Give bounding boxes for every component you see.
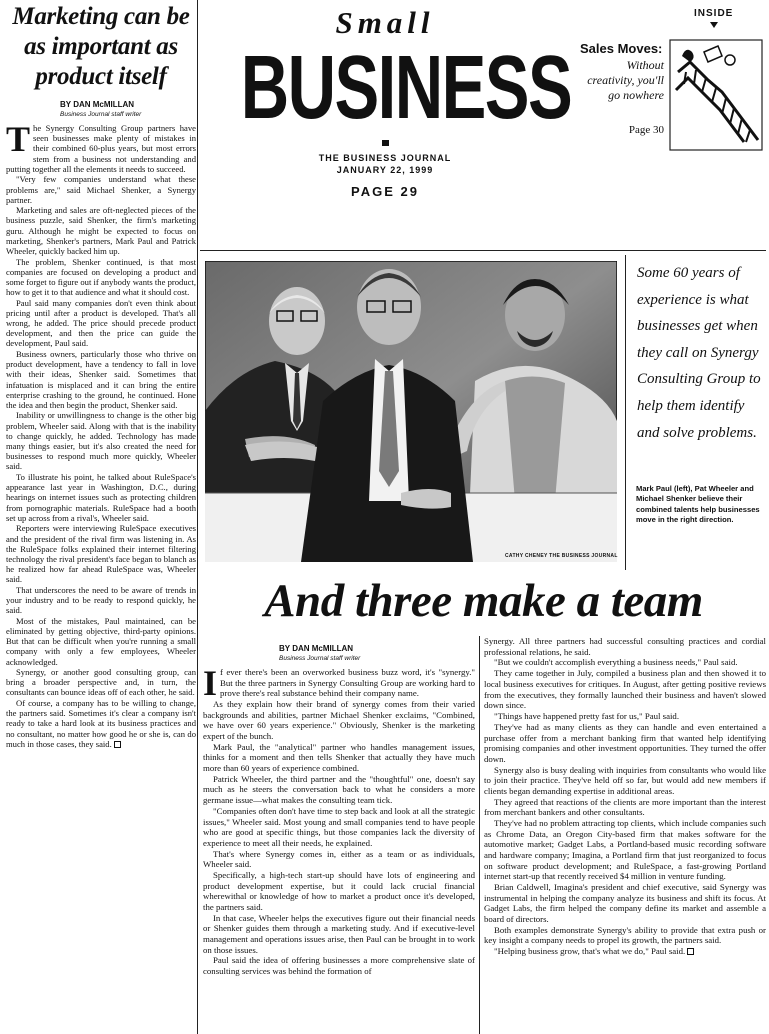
main-story-paragraph: Mark Paul, the "analytical" partner who handles management issues, thinks for a moment and then tells Shenker that actually they have much more than 60 years of experience combined. bbox=[203, 741, 475, 773]
main-story-paragraph: "Helping business grow, that's what we do," Paul said. bbox=[484, 946, 766, 957]
left-story-paragraph: The Synergy Consulting Group partners have seen businesses make plenty of mistakes in their combined 60-plus years, but most errors stem from a business not understanding and putting together all the elements it needs to succeed. bbox=[6, 119, 196, 174]
main-story-paragraph: In that case, Wheeler helps the executives figure out their financial needs or Shenker guides them through a marketing study. And if executive-level management and operations issues arise, then Paul can be brought in to work on those issues. bbox=[203, 912, 475, 955]
section-masthead bbox=[200, 0, 570, 245]
left-story-paragraph: To illustrate his point, he talked about RuleSpace's appearance last year in Washington, D.C., during hearings on internet issues such as protecting children from pornographic materials. RuleSpace had a booth set up across from a rival's, Wheeler said. bbox=[6, 471, 196, 523]
partners-photo bbox=[205, 261, 617, 562]
stairs-illustration-icon bbox=[668, 32, 764, 152]
masthead-date: JANUARY 22, 1999 bbox=[336, 165, 434, 175]
main-story-byline: BY DAN McMILLAN bbox=[279, 644, 354, 653]
main-story-paragraph: "Companies often don't have time to step back and look at all the strategic issues," Wheeler said. Most young and small companies tend to have people who are good at specific things, but those companies lack the diversity of experience to meet all their needs, he explained. bbox=[203, 805, 475, 848]
main-story-paragraph: "But we couldn't accomplish everything a business needs," Paul said. bbox=[494, 657, 738, 668]
masthead-page-number: PAGE 29 bbox=[351, 184, 419, 199]
left-story-paragraph: Marketing and sales are oft-neglected pieces of the business puzzle, said Shenker, the firm's marketing guru. Although he might be expected to focus on marketing, Shenker's partners, Mark Paul and Patrick Wheeler, quickly backed him up. bbox=[6, 205, 196, 257]
photo-credit: CATHY CHENEY THE BUSINESS JOURNAL bbox=[505, 553, 618, 559]
left-story-paragraph: Reporters were interviewing RuleSpace executives and the president of the rival firm was listening in. As the RuleSpace folks explained their internet filtering technology the rival president's face began to blanch as he realized how far ahead RuleSpace was, Wheeler said. bbox=[6, 523, 196, 585]
left-story-paragraph: That underscores the need to be aware of trends in your industry and to be ready to respond quickly, he said. bbox=[6, 584, 196, 616]
end-mark-icon bbox=[114, 741, 121, 748]
inside-blurb: Without creativity, you'll go nowhere bbox=[587, 58, 664, 102]
main-story-paragraph: They came together in July, compiled a business plan and then showed it to local business executives for critiques. In August, after getting positive reviews from the executives, they formally launched their business and haven't slowed down since. bbox=[484, 668, 766, 711]
main-story-body-continued bbox=[484, 636, 766, 957]
main-story-byline-role: Business Journal staff writer bbox=[279, 655, 361, 662]
inside-page-ref: Page 30 bbox=[628, 124, 664, 136]
left-story-byline: BY DAN McMILLAN bbox=[60, 100, 135, 109]
inside-teaser[interactable] bbox=[576, 0, 766, 250]
main-story-paragraph: Synergy also is busy dealing with inquiries from consultants who would like to join their practice. They've held off so far, but would add new members if clients began demanding expertise in additional areas. bbox=[484, 764, 766, 796]
left-story-paragraph: Of course, a company has to be willing to change, the partners said. Sometimes it's clear a company isn't ready to take a hard look at its business practices and no consultant, no matter how good he or she is, can do much in those cases, they said. bbox=[6, 697, 196, 749]
main-story-paragraph: Brian Caldwell, Imagina's president and chief executive, said Synergy was instrumental in helping the company analyze its business and shift its focus. At Gadget Labs, the firm helped the company define its market and assemble a board of directors. bbox=[484, 882, 766, 924]
photo-cutline: Mark Paul (left), Pat Wheeler and Michael Shenker believe their combined talents help businesses move in the right direction. bbox=[636, 484, 760, 524]
left-story-paragraph: Paul said many companies don't even think about pricing until after a product is developed. That's all wrong, he added. The price should precede product development, and then the price can guide the development, Paul said. bbox=[6, 297, 196, 349]
left-story-paragraph: "Very few companies understand what these problems are," said Michael Shenker, a Synergy partner. bbox=[6, 174, 196, 205]
main-story-paragraph: They agreed that reactions of the clients are more important than the interest from merchant bankers and other consultants. bbox=[484, 796, 766, 818]
main-story-paragraph: They've had no problem attracting top clients, which include companies such as Chrome Data, an Oregon City-based firm that makes software for the automotive market; Gadget Labs, a Portland-based music recording software and hardware company; Imagina, a Portland firm that just reorganized to focus on software product development; and RuleSpace, a fast-growing Portland internet start-up that recently received $4 million in venture funding. bbox=[484, 818, 766, 882]
main-story-col-2 bbox=[484, 636, 766, 1034]
main-story-paragraph: "Things have happened pretty fast for us," Paul said. bbox=[494, 711, 680, 722]
inside-label: INSIDE bbox=[694, 8, 734, 19]
left-story-paragraph: Inability or unwillingness to change is the other big problem, Wheeler said. Along with that is the inability to change quickly, he added. Technology has made many things easier, but it's also created the need for businesses to respond much more quickly, Wheeler said. bbox=[6, 410, 196, 472]
left-story bbox=[6, 0, 196, 1034]
column-divider bbox=[479, 636, 480, 1034]
section-divider bbox=[200, 250, 766, 251]
left-story-title: Marketing can be as important as product itself bbox=[12, 3, 190, 90]
main-story-dropcap: I bbox=[203, 663, 218, 703]
main-story-paragraph: Specifically, a high-tech start-up should have lots of engineering and product development expertise, but it could lack crucial financial wherewithal or knowledge of how to market a product once it's developed, the partners said. bbox=[203, 870, 475, 912]
masthead-small: Small bbox=[335, 5, 435, 40]
inside-headline: Sales Moves: bbox=[580, 41, 663, 56]
pull-quote: Some 60 years of experience is what businesses get when they call on Synergy Consulting Group to help them identify and solve problems. bbox=[637, 265, 761, 441]
left-story-dropcap: T bbox=[6, 119, 31, 159]
main-story-paragraph: Paul said the idea of offering businesses a more comprehensive slate of consulting services was behind the formation of bbox=[203, 955, 475, 976]
masthead-square-icon bbox=[382, 140, 389, 146]
main-story-paragraph: They've had as many clients as they can handle and even entertained a purchase offer from a merchant banking firm that wanted help identifying promising companies and other investment opportunities. They turned the offer down. bbox=[484, 721, 766, 764]
main-story-paragraph: That's where Synergy comes in, either as a team or as individuals, Wheeler said. bbox=[203, 848, 475, 870]
left-story-paragraph: The problem, Shenker continued, is that most companies are focused on developing a product and some forget to figure out if anybody wants the product, how to get it to that audience and what it should cost. bbox=[6, 256, 196, 298]
left-story-paragraph: Most of the mistakes, Paul maintained, can be eliminated by getting objective, third-party opinions. But that can be difficult when you're running a small company with only a few employees, Wheeler acknowledged. bbox=[6, 615, 196, 667]
left-story-paragraph: Synergy, or another good consulting group, can bring a broader perspective and, in turn, the consultants can bounce ideas off of each other, he said. bbox=[6, 667, 196, 698]
main-story-paragraph: Synergy. All three partners had successful consulting practices and cordial professional relations, he said. bbox=[484, 636, 766, 657]
left-story-paragraph: Business owners, particularly those who thrive on product development, have a tendency to fall in love with their ideas, Shenker said. Sometimes that infatuation is misplaced and it can bring the entire enterprise crashing to the ground, he continued. Hone the idea and then begin the product, Shenker said. bbox=[6, 348, 196, 410]
main-story-body bbox=[203, 663, 475, 977]
down-arrow-icon bbox=[710, 22, 718, 28]
end-mark-icon bbox=[687, 948, 694, 955]
masthead-paper-name: THE BUSINESS JOURNAL bbox=[318, 153, 452, 163]
left-story-byline-role: Business Journal staff writer bbox=[60, 111, 142, 118]
column-divider bbox=[197, 0, 198, 1034]
main-story-paragraph: As they explain how their brand of synergy comes from their varied backgrounds and abilities, partner Michael Shenker exclaims, "Combined, we have over 60 years experience." Obviously, Shenker is the marketing expert of the bunch. bbox=[203, 699, 475, 741]
main-headline: And three make a team bbox=[264, 575, 703, 627]
main-story-paragraph: Patrick Wheeler, the third partner and the "thoughtful" one, doesn't say much as he steers the conversation back to what he considers a more germane issue—what makes the consulting team tick. bbox=[203, 773, 475, 806]
masthead-business: BUSINESS bbox=[240, 36, 572, 138]
main-story-paragraph: Both examples demonstrate Synergy's ability to provide that extra push or key insight a company needs to propel its growth, the partners said. bbox=[484, 924, 766, 946]
main-story-paragraph: If ever there's been an overworked business buzz word, it's "synergy." But the three partners in Synergy Consulting Group are working hard to prove there's real substance behind their company name. bbox=[203, 663, 475, 703]
left-story-body bbox=[6, 119, 196, 749]
main-story-col-1 bbox=[203, 636, 475, 1034]
caption-divider bbox=[625, 255, 626, 570]
